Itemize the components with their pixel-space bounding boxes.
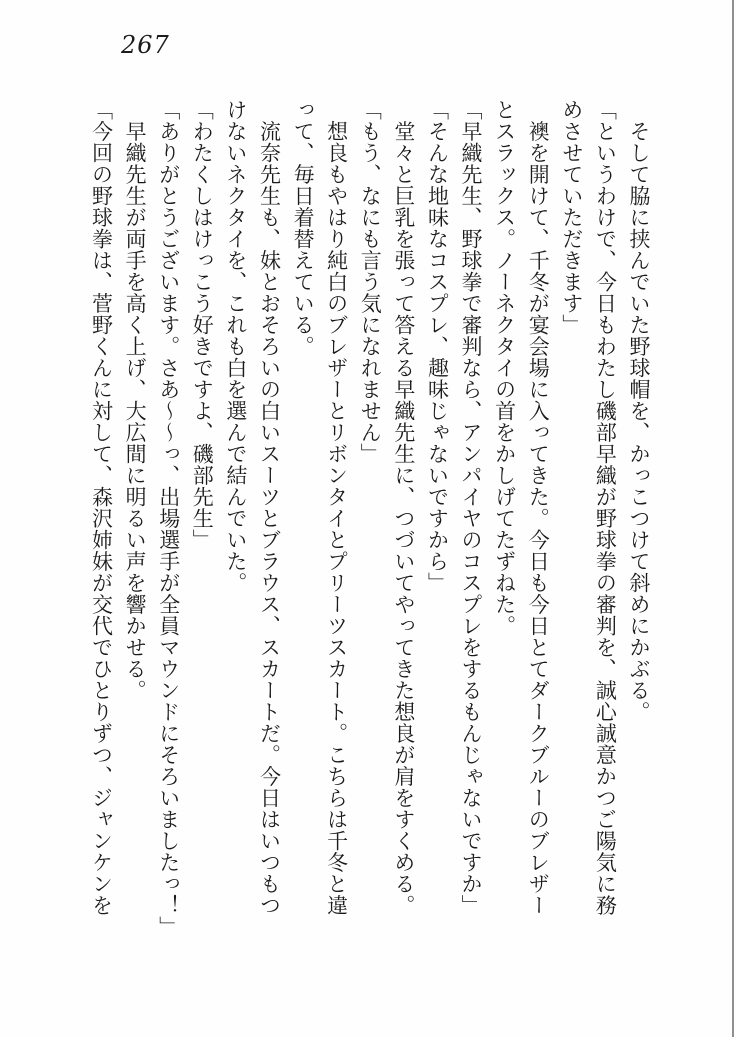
text-line: 流奈先生も、妹とおそろいの白いスーツとブラウス、スカートだ。今日はいつもつ	[257, 99, 282, 916]
text-line: 「もう、なにも言う気になれません」	[358, 99, 383, 465]
text-line: 早織先生が両手を高く上げ、大広間に明るい声を響かせる。	[123, 99, 148, 701]
text-line: 「わたくしはけっこう好きですよ、磯部先生」	[190, 99, 215, 551]
text-line: 「今回の野球拳は、菅野くんに対して、森沢姉妹が交代でひとりずつ、ジャンケンを	[89, 99, 114, 916]
text-line: 「早織先生、野球拳で審判なら、アンパイヤのコスプレをするもんじゃないですか」	[459, 99, 484, 916]
text-line: 想良もやはり純白のブレザーとリボンタイとプリーツスカート。こちらは千冬と違	[324, 99, 349, 916]
text-line: 「ありがとうございます。さあ～～っ、出場選手が全員マウンドにそろいましたっ！」	[156, 99, 181, 938]
text-line: って、毎日着替えている。	[291, 99, 316, 357]
text-line: 堂々と巨乳を張って答える早織先生に、つづいてやってきた想良が肩をすくめる。	[391, 99, 416, 916]
text-line: めさせていただきます」	[559, 99, 584, 336]
page-edge-line	[732, 0, 734, 1037]
text-line: 「そんな地味なコスプレ、趣味じゃないですから」	[425, 99, 450, 594]
body-text	[84, 99, 655, 938]
text-line: そして脇に挟んでいた野球帽を、かっこつけて斜めにかぶる。	[627, 99, 651, 723]
text-line: 「というわけで、今日もわたし磯部早織が野球拳の審判を、誠心誠意かつご陽気に務	[593, 99, 618, 916]
text-line: とスラックス。ノーネクタイの首をかしげてたずねた。	[492, 99, 517, 637]
page-number: 267	[121, 31, 170, 59]
text-line: けないネクタイを、これも白を選んで結んでいた。	[223, 99, 248, 594]
text-line: 襖を開けて、千冬が宴会場に入ってきた。今日も今日とてダークブルーのブレザー	[526, 99, 551, 916]
